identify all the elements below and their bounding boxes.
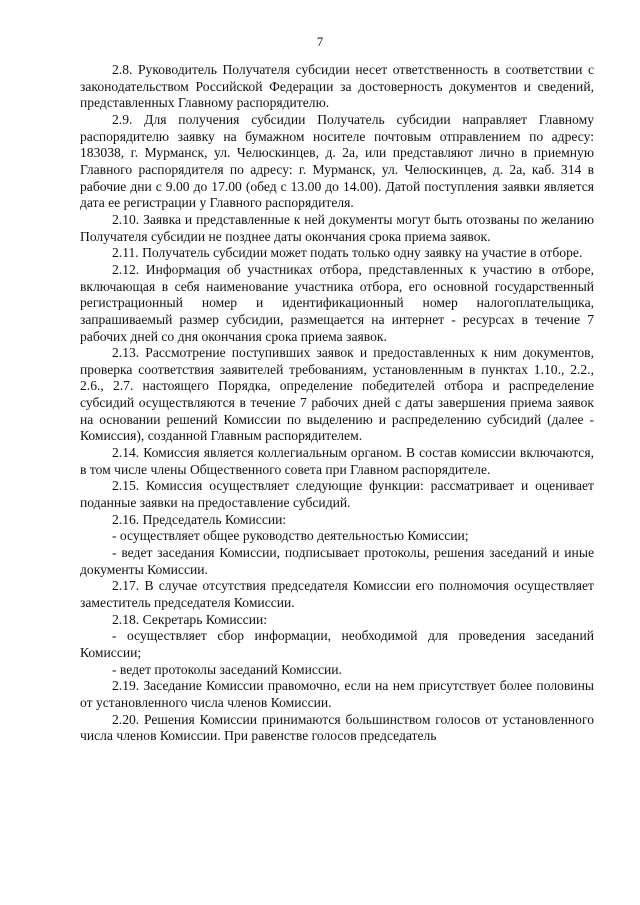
list-item: - ведет протоколы заседаний Комиссии. <box>112 661 342 677</box>
paragraph-2-16: 2.16. Председатель Комиссии: <box>112 511 287 527</box>
page-number: 7 <box>316 35 324 49</box>
paragraph-2-9: 2.9. Для получения субсидии Получатель субсидии направляет Главному распорядителю заявку на бумажном носителе почтовым отправлением по адресу: 183038, г. Мурманск, ул. Челюскинцев, д. 2а, или представляют лично в приемную Главного распорядителя по адресу: г. Мурманск, ул. Челюскинцев, д. 2а, каб. 314 в рабочие дни с 9.00 до 17.00 (обед с 13.00 до 14.00). Датой поступления заявки является дата ее регистрации у Главного распорядителя. <box>80 111 594 211</box>
document-body <box>80 62 594 745</box>
paragraph-2-14: 2.14. Комиссия является коллегиальным органом. В состав комиссии включаются, в том числе члены Общественного совета при Главном распорядителе. <box>80 445 594 477</box>
paragraph-2-8: 2.8. Руководитель Получателя субсидии несет ответственность в соответствии с законодательством Российской Федерации за достоверность документов и сведений, представленных Главному распорядителю. <box>80 62 594 111</box>
list-item: - ведет заседания Комиссии, подписывает протоколы, решения заседаний и иные документы Комиссии. <box>80 545 594 577</box>
list-item: - осуществляет сбор информации, необходимой для проведения заседаний Комиссии; <box>80 628 594 660</box>
paragraph-2-13: 2.13. Рассмотрение поступивших заявок и предоставленных к ним документов, проверка соответствия заявителей требованиям, установленным в пунктах 1.10., 2.2., 2.6., 2.7. настоящего Порядка, определение победителей отбора и распределение субсидий осуществляются в течение 7 рабочих дней с даты завершения приема заявок на основании решений Комиссии по выделению и распределению субсидий (далее - Комиссия), созданной Главным распорядителем. <box>80 345 594 444</box>
paragraph-2-18: 2.18. Секретарь Комиссии: <box>112 611 268 627</box>
paragraph-2-19: 2.19. Заседание Комиссии правомочно, если на нем присутствует более половины от установленного числа членов Комиссии. <box>80 678 594 710</box>
paragraph-2-20: 2.20. Решения Комиссии принимаются большинством голосов от установленного числа членов Комиссии. При равенстве голосов председатель <box>80 711 594 744</box>
paragraph-2-12: 2.12. Информация об участниках отбора, представленных к участию в отборе, включающая в себя наименование участника отбора, его основной государственный регистрационный номер и идентификационный номер налогоплательщика, запрашиваемый размер субсидии, размещается на интернет - ресурсах в течение 7 рабочих дней со дня окончания срока приема заявок. <box>80 261 594 344</box>
paragraph-2-15: 2.15. Комиссия осуществляет следующие функции: рассматривает и оценивает поданные заявки на предоставление субсидий. <box>80 478 594 511</box>
list-item: - осуществляет общее руководство деятельностью Комиссии; <box>112 528 469 544</box>
paragraph-2-11: 2.11. Получатель субсидии может подать только одну заявку на участие в отборе. <box>112 245 583 261</box>
paragraph-2-17: 2.17. В случае отсутствия председателя Комиссии его полномочия осуществляет заместитель председателя Комиссии. <box>80 578 594 610</box>
paragraph-2-10: 2.10. Заявка и представленные к ней документы могут быть отозваны по желанию Получателя субсидии не позднее даты окончания срока приема заявок. <box>80 211 594 244</box>
